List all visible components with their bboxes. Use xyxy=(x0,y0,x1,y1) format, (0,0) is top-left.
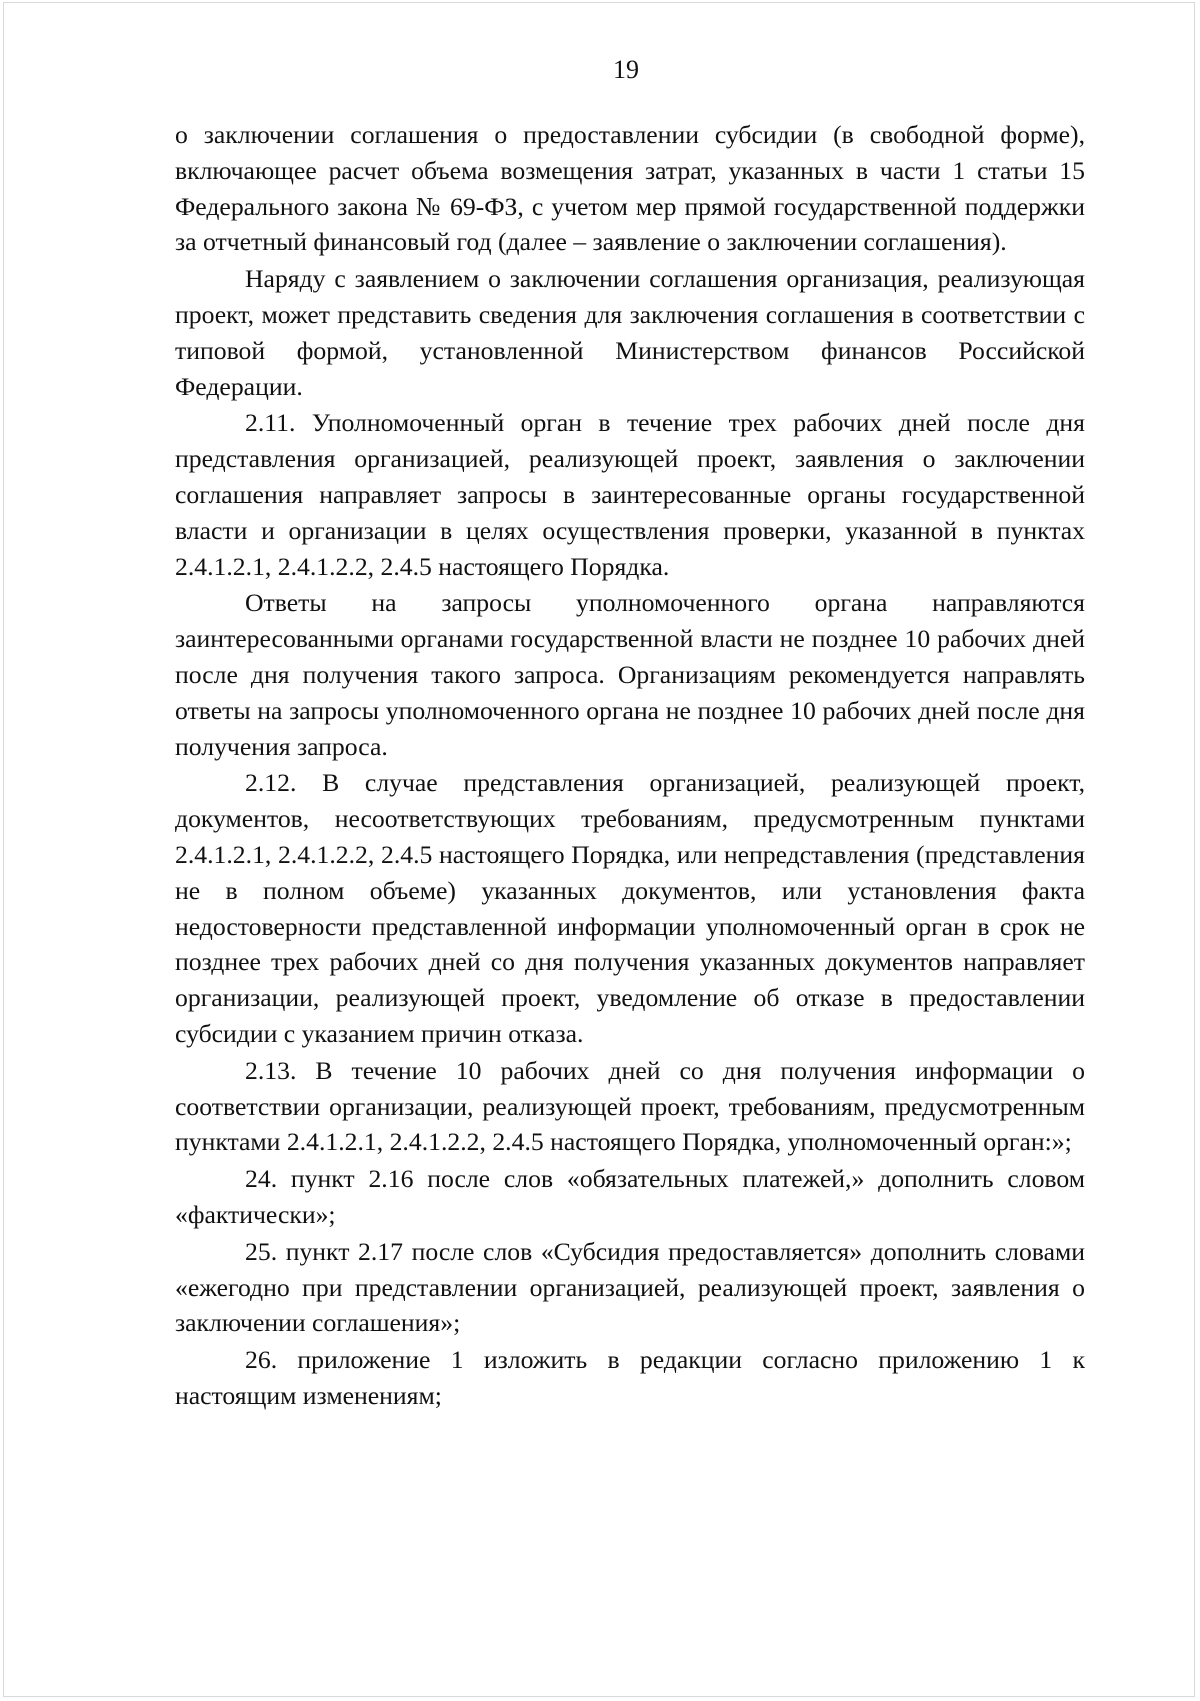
paragraph-item-24: 24. пункт 2.16 после слов «обязательных платежей,» дополнить словом «фактически»; xyxy=(175,1164,1085,1229)
paragraph-item-25: 25. пункт 2.17 после слов «Субсидия предоставляется» дополнить словами «ежегодно при представлении организацией, реализующей проект, заявления о заключении соглашения»; xyxy=(175,1236,1085,1338)
paragraph-clause-2-11: 2.11. Уполномоченный орган в течение трех рабочих дней после дня представления организацией, реализующей проект, заявления о заключении соглашения направляет запросы в заинтересованные органы государственной власти и организации в целях осуществления проверки, указанной в пунктах 2.4.1.2.1, 2.4.1.2.2, 2.4.5 настоящего Порядка. xyxy=(175,408,1085,581)
paragraph-responses: Ответы на запросы уполномоченного органа направляются заинтересованными органами государственной власти не позднее 10 рабочих дней после дня получения такого запроса. Организациям рекомендуется направлять ответы на запросы уполномоченного органа не позднее 10 рабочих дней после дня получения запроса. xyxy=(175,588,1085,761)
paragraph-continuation: о заключении соглашения о предоставлении субсидии (в свободной форме), включающее расчет объема возмещения затрат, указанных в части 1 статьи 15 Федерального закона № 69-ФЗ, с учетом мер прямой государственной поддержки за отчетный финансовый год (далее – заявление о заключении соглашения). xyxy=(175,120,1085,257)
document-body xyxy=(175,117,1085,1414)
page-number: 19 xyxy=(613,55,639,84)
paragraph-alongside-application: Наряду с заявлением о заключении соглашения организация, реализующая проект, может представить сведения для заключения соглашения в соответствии с типовой формой, установленной Министерством финансов Российской Федерации. xyxy=(175,264,1085,401)
paragraph-clause-2-13: 2.13. В течение 10 рабочих дней со дня получения информации о соответствии организации, реализующей проект, требованиям, предусмотренным пунктами 2.4.1.2.1, 2.4.1.2.2, 2.4.5 настоящего Порядка, уполномоченный орган:»; xyxy=(175,1055,1085,1157)
paragraph-clause-2-12: 2.12. В случае представления организацией, реализующей проект, документов, несоответствующих требованиям, предусмотренным пунктами 2.4.1.2.1, 2.4.1.2.2, 2.4.5 настоящего Порядка, или непредставления (представления не в полном объеме) указанных документов, или установления факта недостоверности представленной информации уполномоченный орган в срок не позднее трех рабочих дней со дня получения указанных документов направляет организации, реализующей проект, уведомление об отказе в предоставлении субсидии с указанием причин отказа. xyxy=(175,768,1085,1048)
paragraph-item-26: 26. приложение 1 изложить в редакции согласно приложению 1 к настоящим изменениям; xyxy=(175,1345,1085,1410)
